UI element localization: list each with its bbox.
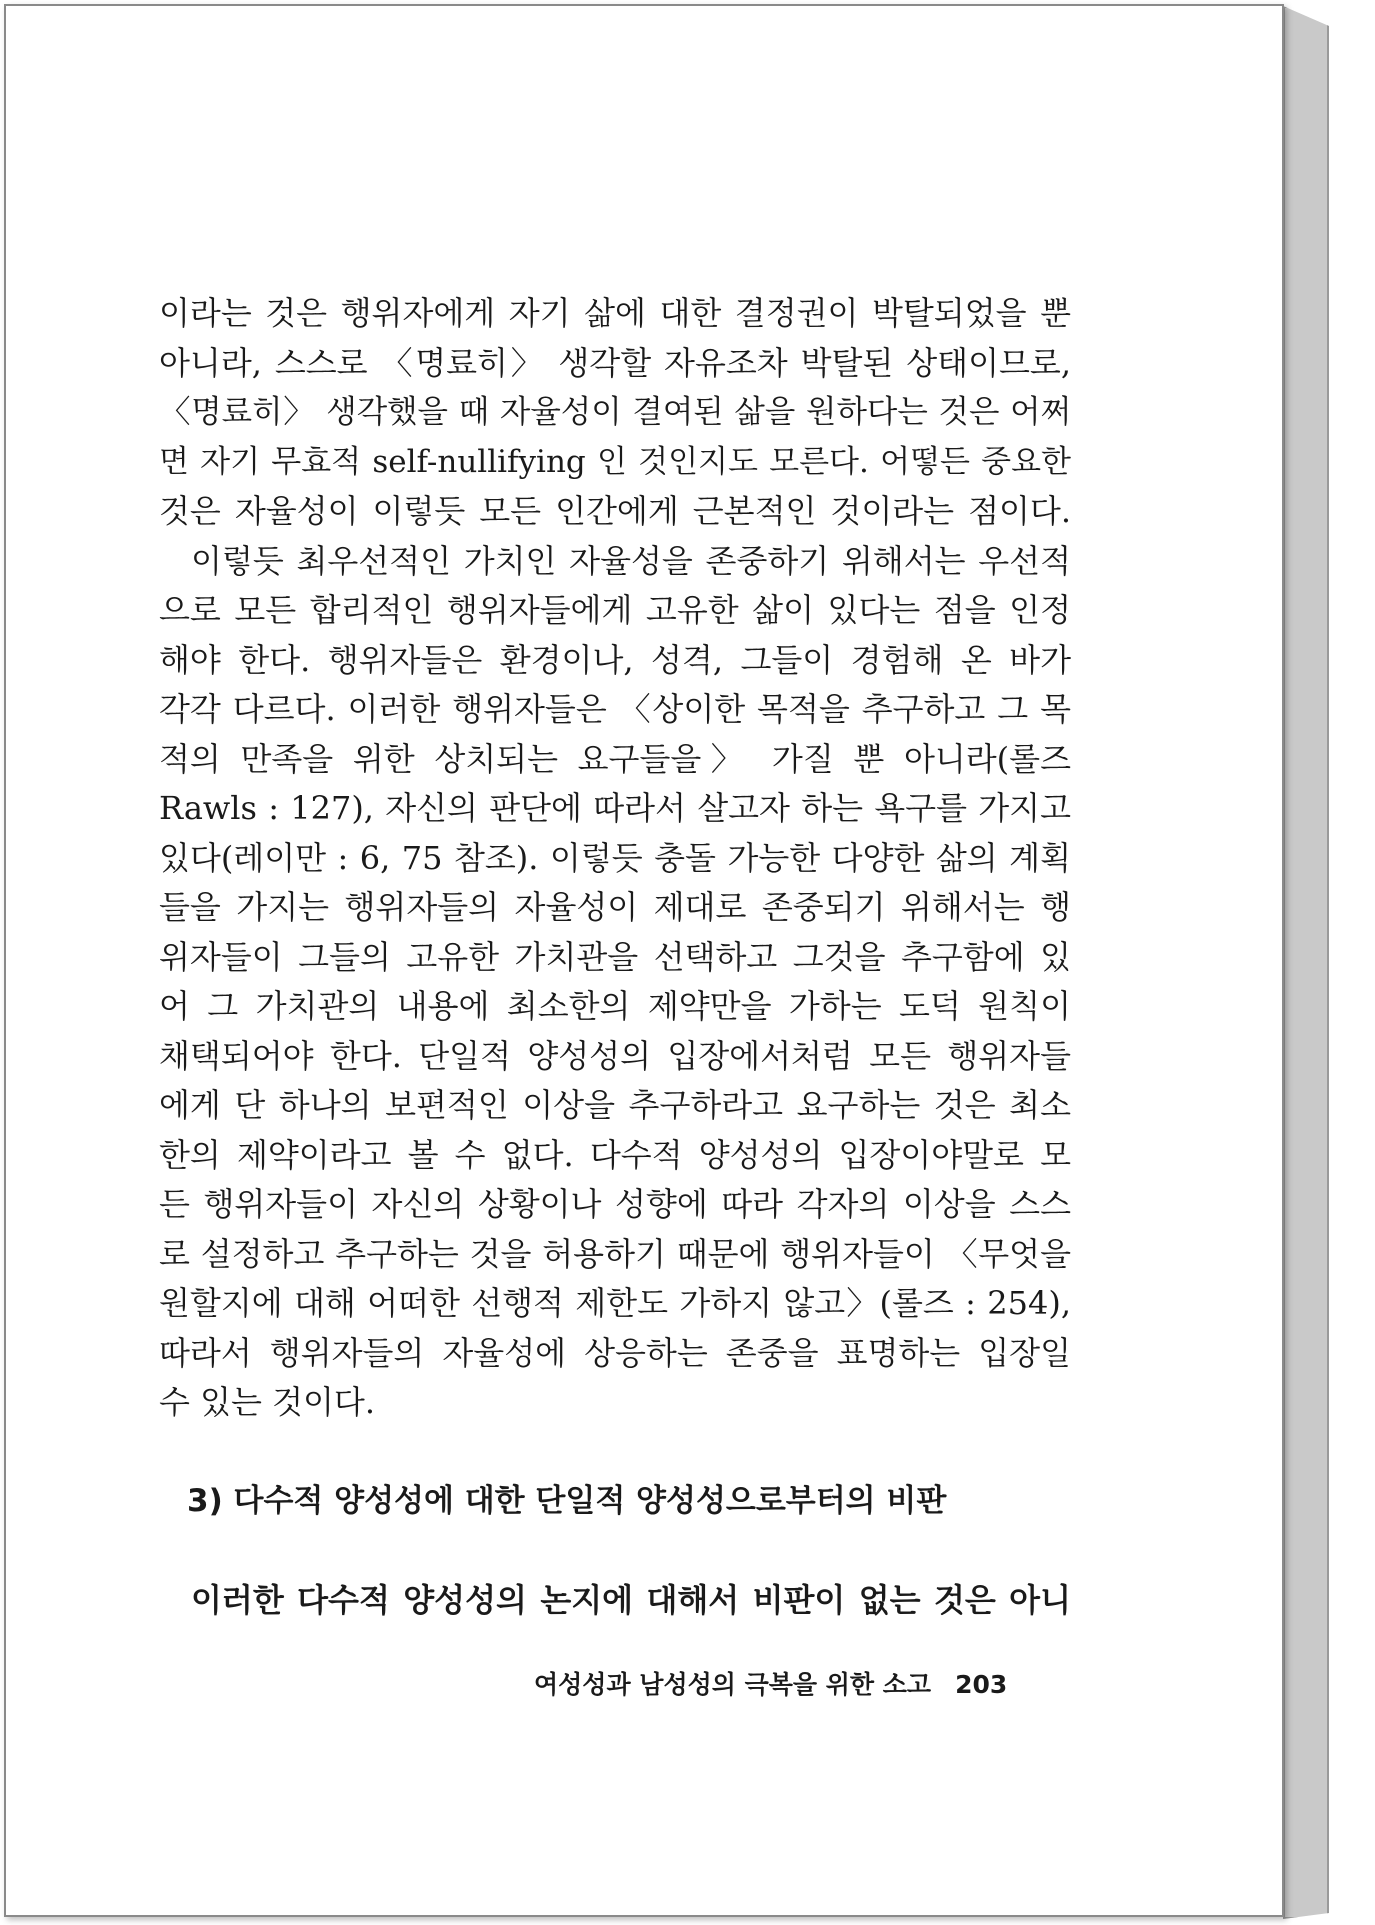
body-line: 에게 단 하나의 보편적인 이상을 추구하라고 요구하는 것은 최소 — [159, 1086, 1071, 1124]
body-line: 적의 만족을 위한 상치되는 요구들을〉 가질 뿐 아니라(롤즈 — [159, 739, 1071, 778]
body-line: Rawls : 127), 자신의 판단에 따라서 살고자 하는 욕구를 가지고 — [159, 789, 1071, 827]
body-line: 한의 제약이라고 볼 수 없다. 다수적 양성성의 입장이야말로 모 — [159, 1135, 1071, 1174]
body-line: 채택되어야 한다. 단일적 양성성의 입장에서처럼 모든 행위자들 — [159, 1036, 1071, 1075]
body-line: 있다(레이만 : 6, 75 참조). 이렇듯 충돌 가능한 다양한 삶의 계획 — [159, 838, 1071, 877]
body-line: 따라서 행위자들의 자율성에 상응하는 존중을 표명하는 입장일 — [159, 1333, 1071, 1372]
body-line: 위자들이 그들의 고유한 가치관을 선택하고 그것을 추구함에 있 — [159, 937, 1071, 976]
body-line: 이렇듯 최우선적인 가치인 자율성을 존중하기 위해서는 우선적 — [191, 541, 1071, 580]
section-heading: 3) 다수적 양성성에 대한 단일적 양성성으로부터의 비판 — [187, 1483, 947, 1519]
body-line: 해야 한다. 행위자들은 환경이나, 성격, 그들이 경험해 온 바가 — [159, 640, 1071, 679]
body-line: 아니라, 스스로 〈명료히〉 생각할 자유조차 박탈된 상태이므로, — [159, 343, 1071, 382]
body-line: 든 행위자들이 자신의 상황이나 성향에 따라 각자의 이상을 스스 — [159, 1185, 1071, 1223]
body-line: 각각 다르다. 이러한 행위자들은 〈상이한 목적을 추구하고 그 목 — [159, 690, 1071, 728]
body-line: 것은 자율성이 이렇듯 모든 인간에게 근본적인 것이라는 점이다. — [159, 492, 1071, 530]
body-line: 로 설정하고 추구하는 것을 허용하기 때문에 행위자들이 〈무엇을 — [159, 1234, 1071, 1273]
body-line: 수 있는 것이다. — [159, 1383, 375, 1421]
page-footer — [534, 1665, 1044, 1705]
paragraph-start: 이러한 다수적 양성성의 논지에 대해서 비판이 없는 것은 아니 — [191, 1581, 1071, 1619]
body-line: 어 그 가치관의 내용에 최소한의 제약만을 가하는 도덕 원칙이 — [159, 987, 1071, 1025]
body-line: 면 자기 무효적 self-nullifying 인 것인지도 모른다. 어떻든 중요한 — [159, 443, 1071, 480]
body-line: 으로 모든 합리적인 행위자들에게 고유한 삶이 있다는 점을 인정 — [159, 591, 1071, 629]
body-line: 이라는 것은 행위자에게 자기 삶에 대한 결정권이 박탈되었을 뿐 — [159, 294, 1071, 332]
book-page — [4, 4, 1284, 1917]
page-number: 203 — [955, 1670, 1008, 1699]
body-line: 원할지에 대해 어떠한 선행적 제한도 가하지 않고〉(롤즈 : 254), — [159, 1284, 1071, 1322]
body-line: 〈명료히〉 생각했을 때 자율성이 결여된 삶을 원하다는 것은 어쩌 — [159, 394, 1071, 430]
running-title: 여성성과 남성성의 극복을 위한 소고 — [534, 1670, 932, 1699]
body-text — [159, 289, 1071, 1428]
body-line: 들을 가지는 행위자들의 자율성이 제대로 존중되기 위해서는 행 — [159, 888, 1071, 926]
page-stack-edge — [1283, 6, 1329, 1919]
